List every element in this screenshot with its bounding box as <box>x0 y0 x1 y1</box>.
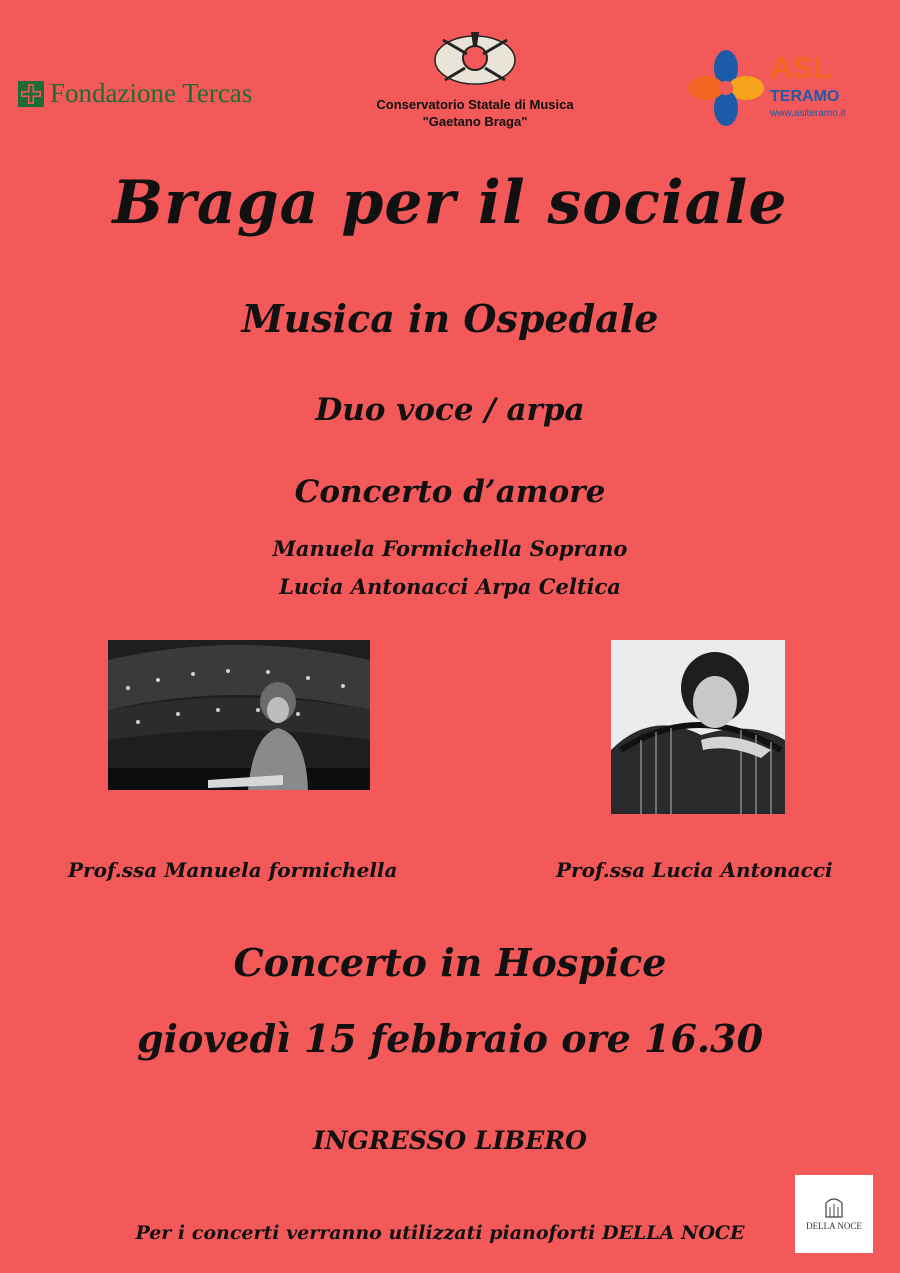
asl-url: www.aslteramo.it <box>770 108 846 119</box>
photo-soprano <box>108 640 370 790</box>
conservatorio-name: Conservatorio Statale di Musica <box>376 97 574 112</box>
poster-title: Braga per il sociale <box>112 168 788 238</box>
performer-line: Manuela Formichella Soprano <box>272 536 628 561</box>
fondazione-tercas-logo <box>18 78 252 109</box>
conservatorio-subname: "Gaetano Braga" <box>422 114 528 129</box>
della-noce-label: DELLA NOCE <box>806 1221 862 1231</box>
footer-note: Per i concerti verranno utilizzati pianoforti DELLA NOCE <box>135 1222 745 1244</box>
tercas-cross-icon <box>18 81 44 107</box>
photo-harpist <box>611 640 785 814</box>
duo-label: Duo voce / arpa <box>315 392 585 428</box>
harpist-photo-image <box>611 640 785 814</box>
event-title: Concerto in Hospice <box>233 940 667 985</box>
della-noce-logo <box>795 1175 873 1253</box>
caption-harpist: Prof.ssa Lucia Antonacci <box>556 858 833 882</box>
soprano-photo-image <box>108 640 370 790</box>
concerto-title: Concerto d’amore <box>294 474 606 510</box>
asl-title: ASL <box>770 50 832 85</box>
event-date: giovedì 15 febbraio ore 16.30 <box>136 1016 764 1061</box>
caption-soprano: Prof.ssa Manuela formichella <box>68 858 398 882</box>
admission-label: INGRESSO LIBERO <box>313 1126 587 1155</box>
asl-pinwheel-icon <box>686 48 766 128</box>
conservatorio-logo <box>340 28 610 130</box>
della-noce-emblem-icon <box>822 1195 846 1219</box>
asl-subtitle: TERAMO <box>770 88 840 105</box>
performer-line: Lucia Antonacci Arpa Celtica <box>279 574 621 599</box>
asl-teramo-logo <box>686 48 856 128</box>
conservatorio-emblem-icon <box>427 28 523 90</box>
poster-subtitle: Musica in Ospedale <box>241 296 659 341</box>
tercas-label: Fondazione Tercas <box>50 78 253 108</box>
